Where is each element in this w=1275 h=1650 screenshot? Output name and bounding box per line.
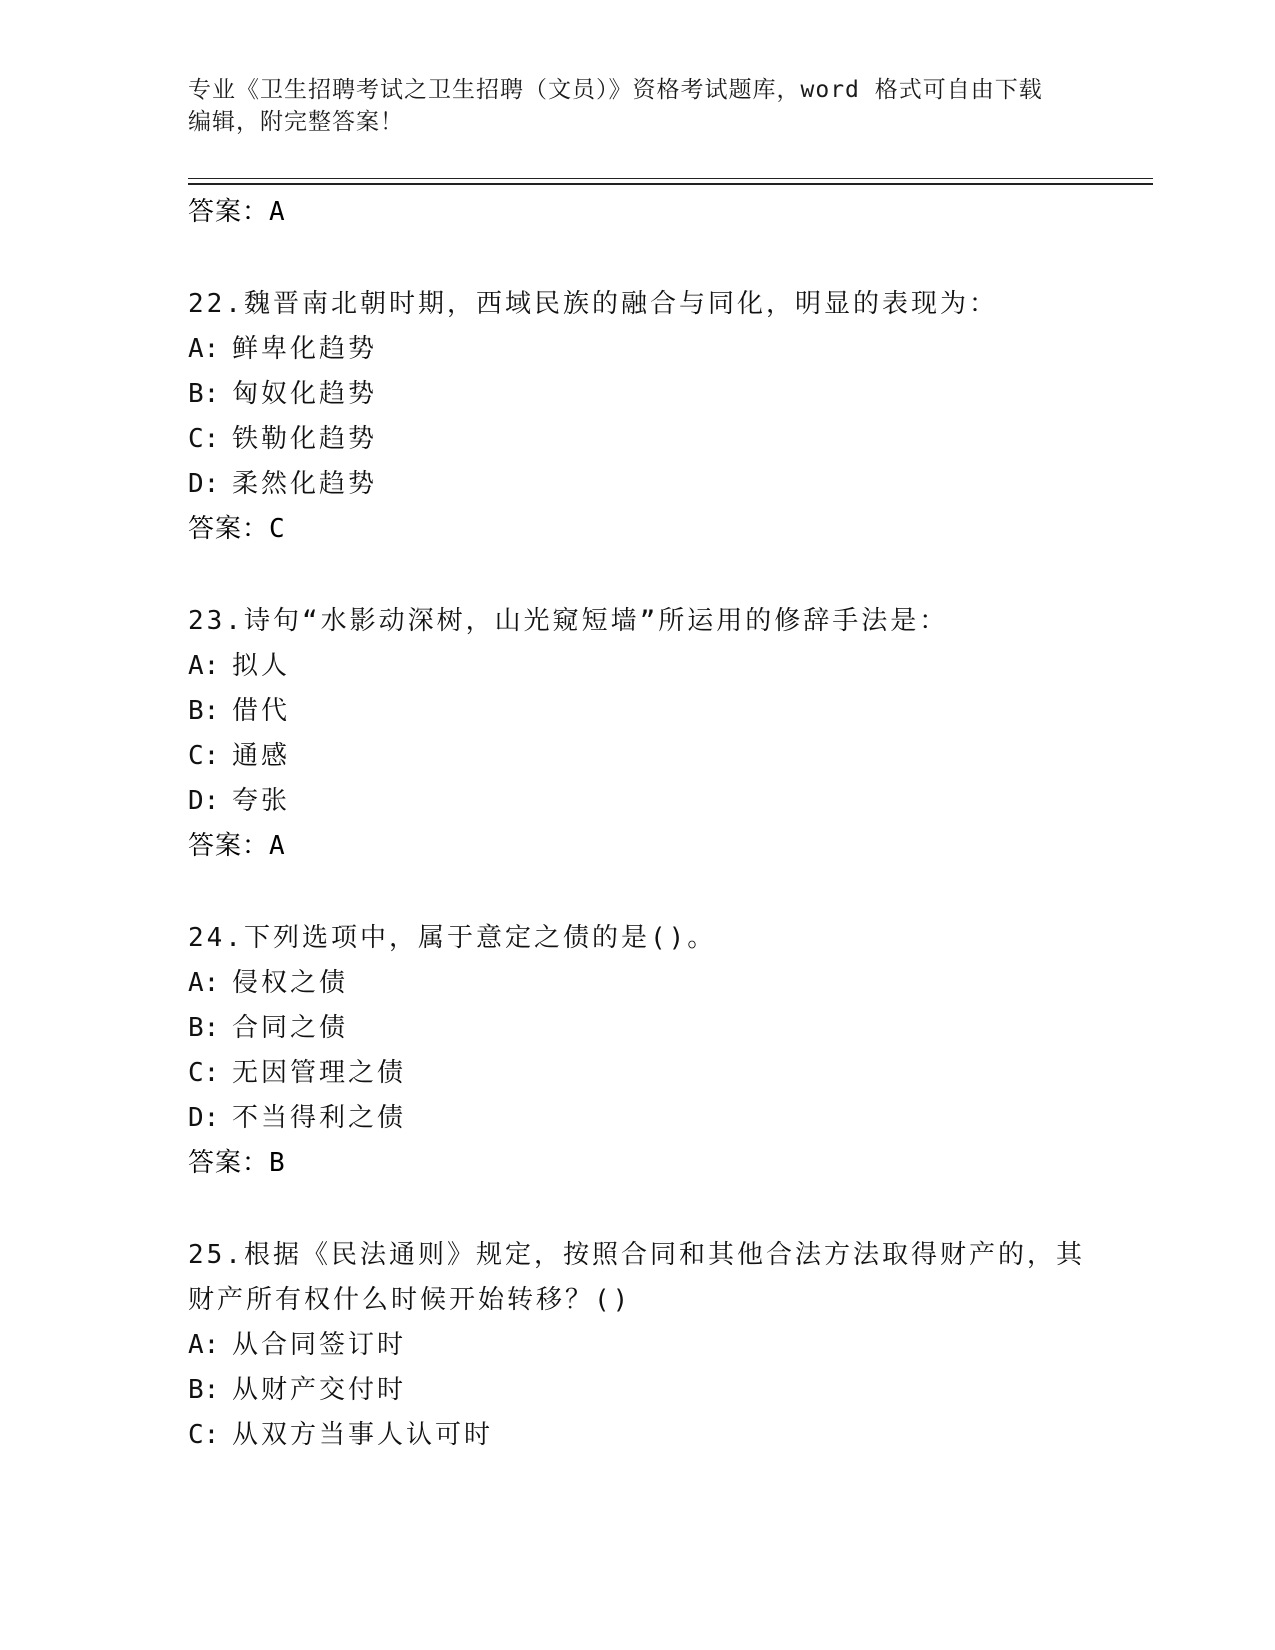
option-text: 不当得利之债 <box>232 1103 407 1133</box>
option-a <box>188 327 1148 372</box>
option-label: B: <box>188 696 220 726</box>
question-stem: 24.下列选项中，属于意定之债的是()。 <box>188 923 717 953</box>
header-line-1: 专业《卫生招聘考试之卫生招聘（文员）》资格考试题库，word 格式可自由下载 <box>188 77 1043 103</box>
question-stem-line-1: 25.根据《民法通则》规定，按照合同和其他合法方法取得财产的，其 <box>188 1240 1085 1270</box>
option-label: A: <box>188 651 220 681</box>
option-text: 无因管理之债 <box>232 1058 407 1088</box>
option-text: 柔然化趋势 <box>232 469 378 499</box>
option-text: 铁勒化趋势 <box>232 424 378 454</box>
option-c <box>188 734 1148 779</box>
option-c <box>188 417 1148 462</box>
answer: 答案：B <box>188 1148 286 1178</box>
answer: 答案：A <box>188 831 286 861</box>
option-label: C: <box>188 1420 220 1450</box>
option-b <box>188 1006 1148 1051</box>
option-b <box>188 372 1148 417</box>
option-label: A: <box>188 1330 220 1360</box>
option-a <box>188 961 1148 1006</box>
option-label: B: <box>188 1013 220 1043</box>
option-text: 拟人 <box>232 651 291 681</box>
spacer <box>188 1186 1148 1233</box>
option-text: 通感 <box>232 741 291 771</box>
option-text: 夸张 <box>232 786 291 816</box>
option-label: D: <box>188 786 220 816</box>
option-d <box>188 779 1148 824</box>
option-text: 侵权之债 <box>232 968 349 998</box>
option-text: 鲜卑化趋势 <box>232 334 378 364</box>
option-label: D: <box>188 469 220 499</box>
option-b <box>188 1368 1148 1413</box>
option-label: C: <box>188 741 220 771</box>
header-line-2: 编辑，附完整答案！ <box>188 109 404 135</box>
option-label: A: <box>188 968 220 998</box>
option-d <box>188 1096 1148 1141</box>
header-divider-thin <box>188 178 1153 179</box>
question-25 <box>188 1233 1148 1458</box>
question-stem: 23.诗句“水影动深树，山光窥短墙”所运用的修辞手法是： <box>188 606 949 636</box>
header-divider-thick <box>188 183 1153 185</box>
option-label: B: <box>188 1375 220 1405</box>
answer-previous: 答案：A <box>188 197 286 227</box>
option-label: A: <box>188 334 220 364</box>
option-text: 借代 <box>232 696 291 726</box>
spacer <box>188 235 1148 282</box>
option-a <box>188 644 1148 689</box>
option-a <box>188 1323 1148 1368</box>
option-c <box>188 1413 1148 1458</box>
option-text: 从财产交付时 <box>232 1375 407 1405</box>
question-list <box>188 190 1148 1458</box>
option-label: C: <box>188 1058 220 1088</box>
option-label: C: <box>188 424 220 454</box>
document-header <box>188 74 1088 138</box>
question-24 <box>188 916 1148 1186</box>
spacer <box>188 869 1148 916</box>
option-d <box>188 462 1148 507</box>
spacer <box>188 552 1148 599</box>
option-text: 合同之债 <box>232 1013 349 1043</box>
option-text: 从双方当事人认可时 <box>232 1420 494 1450</box>
question-stem: 22.魏晋南北朝时期，西域民族的融合与同化，明显的表现为： <box>188 289 998 319</box>
question-stem-line-2: 财产所有权什么时候开始转移？() <box>188 1285 632 1315</box>
option-b <box>188 689 1148 734</box>
question-23 <box>188 599 1148 869</box>
option-text: 从合同签订时 <box>232 1330 407 1360</box>
question-22 <box>188 282 1148 552</box>
option-label: D: <box>188 1103 220 1133</box>
option-label: B: <box>188 379 220 409</box>
option-c <box>188 1051 1148 1096</box>
option-text: 匈奴化趋势 <box>232 379 378 409</box>
answer: 答案：C <box>188 514 286 544</box>
